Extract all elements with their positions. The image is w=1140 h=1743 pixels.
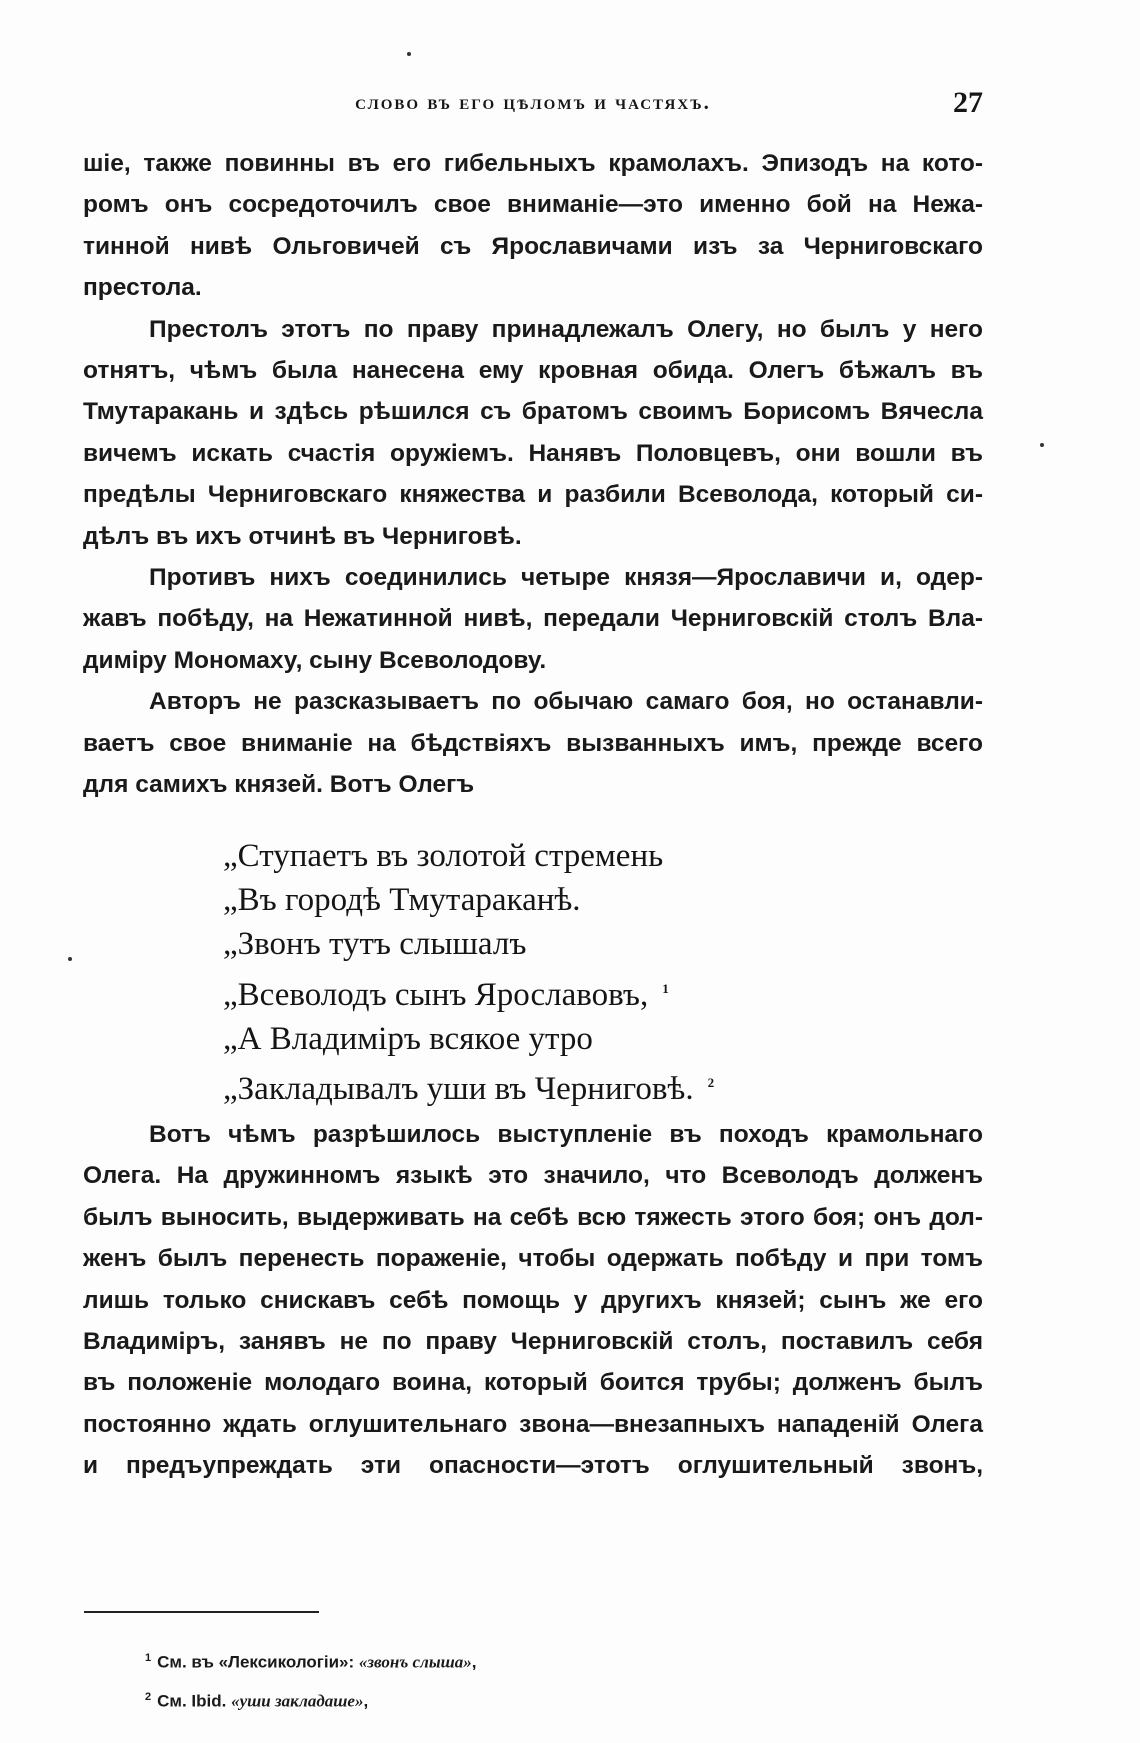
text-line: Престолъ этотъ по праву принадлежалъ Олегу, но былъ у него: [149, 315, 983, 343]
text-line: Противъ нихъ соединились четыре князя—Ярославичи и, одер-: [149, 564, 983, 592]
text-line: отнятъ, чѣмъ была нанесена ему кровная обида. Олегъ бѣжалъ въ: [83, 357, 983, 385]
footnote-ref-1: 1: [662, 980, 669, 996]
text-line: тинной нивѣ Ольговичей съ Ярославичами изъ за Черниговскаго: [83, 232, 983, 260]
text-line: Тмутаракань и здѣсь рѣшился съ братомъ своимъ Борисомъ Вячесла: [83, 398, 983, 426]
paragraph-1-end: [83, 267, 983, 308]
running-head: [83, 86, 983, 126]
footnote-tail: ,: [471, 1652, 477, 1672]
text-line: предѣлы Черниговскаго княжества и разбили Всеволода, который си-: [83, 481, 983, 509]
text-line: Олега. На дружинномъ языкѣ это значило, что Всеволодъ долженъ: [83, 1162, 983, 1190]
text-line: вичемъ искать счастія оружіемъ. Нанявъ Половцевъ, они вошли въ: [83, 439, 983, 467]
footnotes: [145, 1641, 845, 1718]
footnote-mark: 1: [145, 1652, 152, 1664]
paragraph-4-end: [83, 764, 983, 805]
text-line: Владиміръ, занявъ не по праву Черниговскій столъ, поставилъ себя: [83, 1328, 983, 1356]
text-line: ваетъ свое вниманіе на бѣдствіяхъ вызванныхъ имъ, прежде всего: [83, 729, 983, 757]
text-line: въ положеніе молодаго воина, который боится трубы; долженъ былъ: [83, 1369, 983, 1397]
text-line: женъ былъ перенесть пораженіе, чтобы одержать побѣду и при томъ: [83, 1245, 983, 1273]
text-line: ромъ онъ сосредоточилъ свое вниманіе—это именно бой на Нежа-: [83, 191, 983, 219]
paragraph-2-end: [83, 516, 983, 557]
speck-top: [407, 52, 411, 56]
verse-line: „Въ городѣ Тмутараканѣ.: [223, 882, 581, 919]
text-line: Вотъ чѣмъ разрѣшилось выступленіе въ походъ крамольнаго: [149, 1121, 983, 1148]
speck-right: [1040, 443, 1044, 447]
footnote-1: [145, 1641, 845, 1680]
paragraph-3: [83, 557, 983, 640]
footnote-quote: «звонъ слыша»: [358, 1652, 472, 1672]
footnote-2: [145, 1680, 845, 1719]
text-line: лишь только снискавъ себѣ помощь у другихъ князей; сынъ же его: [83, 1286, 983, 1314]
verse-line: „А Владиміръ всякое утро: [223, 1020, 593, 1057]
verse-line: „Всеволодъ сынъ Ярославовъ, $^1$: [223, 976, 669, 1013]
speck-left: [68, 957, 72, 961]
footnote-quote: «уши закладаше»: [231, 1691, 364, 1711]
footnote-mark: 2: [145, 1690, 152, 1703]
paragraph-5: [83, 1114, 983, 1487]
text-line: постоянно ждать оглушительнаго звона—внезапныхъ нападеній Олега: [83, 1410, 983, 1438]
text-line: для самихъ князей. Вотъ Олегъ: [83, 771, 475, 799]
final-paragraph: [83, 1114, 983, 1487]
body-text: [83, 143, 983, 806]
page-number: 27: [953, 86, 983, 119]
paragraph-1: [83, 143, 983, 267]
paragraph-3-end: [83, 640, 983, 681]
footnote-divider: [84, 1611, 319, 1613]
text-line: престола.: [83, 274, 202, 302]
text-line: диміру Мономаху, сыну Всеволодову.: [83, 646, 547, 674]
verse-quote: [223, 834, 823, 1111]
text-line: жавъ побѣду, на Нежатинной нивѣ, передали Черниговскій столъ Вла-: [83, 605, 983, 633]
verse-line: „Звонъ тутъ слышалъ: [223, 926, 527, 963]
footnote-ref-2: 2: [707, 1075, 715, 1091]
footnote-tail: ,: [363, 1691, 369, 1711]
footnote-text: См. Ibid.: [157, 1691, 232, 1711]
text-line: Авторъ не разсказываетъ по обычаю самаго боя, но останавли-: [149, 688, 983, 716]
verse-line: „Ступаетъ въ золотой стремень: [223, 838, 664, 874]
text-line: былъ выносить, выдерживать на себѣ всю тяжесть этого боя; онъ дол-: [83, 1203, 983, 1231]
running-title: слово въ его цѣломъ и частяхъ.: [355, 90, 711, 114]
text-line: шіе, также повинны въ его гибельныхъ крамолахъ. Эпизодъ на кото-: [83, 150, 983, 177]
footnote-text: См. въ «Лексикологіи»:: [157, 1652, 359, 1672]
text-line: и предъупреждать эти опасности—этотъ оглушительный звонъ,: [83, 1452, 983, 1480]
paragraph-2: [83, 309, 983, 516]
paragraph-4: [83, 681, 983, 764]
verse-line: „Закладывалъ уши въ Черниговѣ. $^2$: [223, 1071, 715, 1108]
text-line: дѣлъ въ ихъ отчинѣ въ Черниговѣ.: [83, 522, 522, 550]
